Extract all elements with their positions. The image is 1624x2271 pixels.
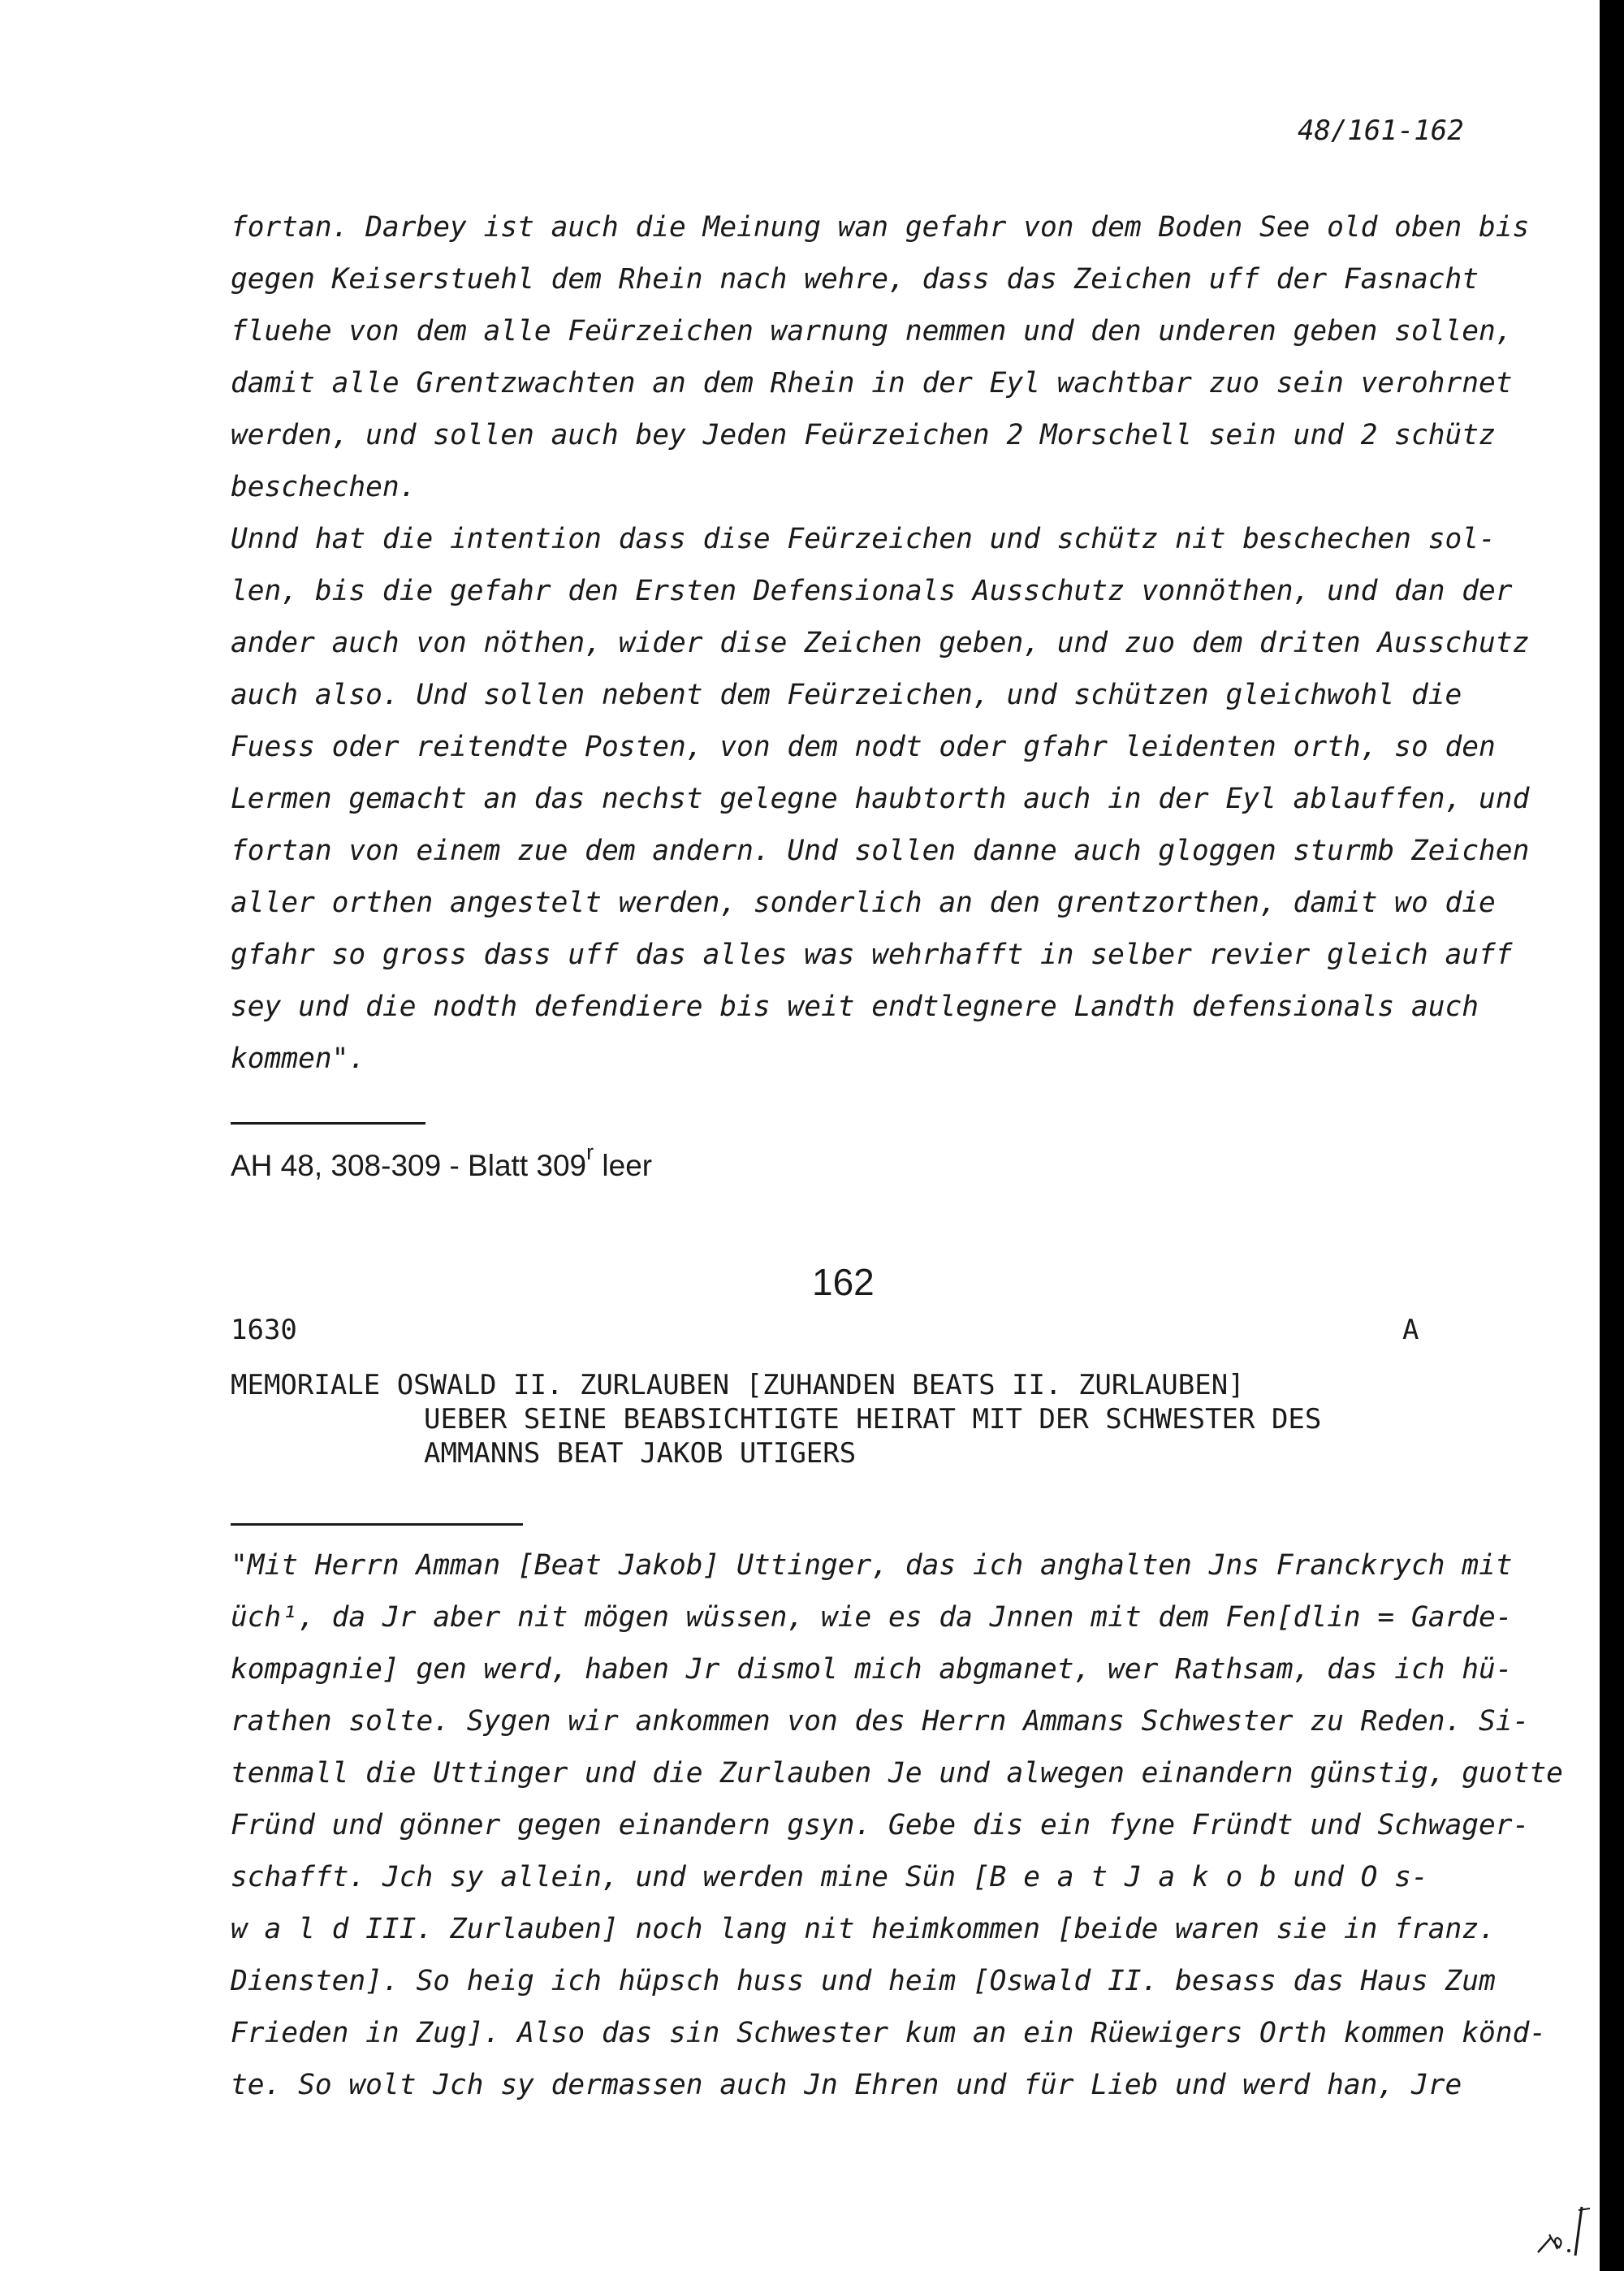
paragraph-continuation xyxy=(231,201,1529,1085)
text-line: Fuess oder reitendte Posten, von dem nodt oder gfahr leidenten orth, so den xyxy=(231,731,1496,763)
text-line: te. So wolt Jch sy dermassen auch Jn Ehren und für Lieb und werd han, Jre xyxy=(231,2069,1462,2101)
source-superscript: r xyxy=(586,1140,594,1164)
text-line: tenmall die Uttinger und die Zurlauben Je und alwegen einandern günstig, guotte xyxy=(231,1757,1563,1790)
footnote-rule xyxy=(231,1122,425,1125)
text-line: sey und die nodth defendiere bis weit endtlegnere Landth defensionals auch xyxy=(231,991,1479,1023)
document-number: 162 xyxy=(812,1261,875,1303)
text-line: üch¹, da Jr aber nit mögen wüssen, wie es da Jnnen mit dem Fen[dlin = Garde- xyxy=(231,1601,1513,1634)
text-line: werden, und sollen auch bey Jeden Feürzeichen 2 Morschell sein und 2 schütz xyxy=(231,419,1496,451)
text-line: Lermen gemacht an das nechst gelegne haubtorth auch in der Eyl ablauffen, und xyxy=(231,783,1530,815)
text-line: beschechen. xyxy=(231,471,417,503)
text-line: rathen solte. Sygen wir ankommen von des Herrn Ammans Schwester zu Reden. Si- xyxy=(231,1705,1530,1738)
source-suffix: leer xyxy=(594,1149,653,1182)
text-line: fortan. Darbey ist auch die Meinung wan gefahr von dem Boden See old oben bis xyxy=(231,211,1530,244)
text-line: gfahr so gross dass uff das alles was wehrhafft in selber revier gleich auff xyxy=(231,939,1513,971)
text-line: auch also. Und sollen nebent dem Feürzeichen, und schützen gleichwohl die xyxy=(231,679,1462,711)
handwritten-signature xyxy=(1533,2202,1598,2259)
text-line: fortan von einem zue dem andern. Und sollen danne auch gloggen sturmb Zeichen xyxy=(231,835,1530,867)
text-line: gegen Keiserstuehl dem Rhein nach wehre, dass das Zeichen uff der Fasnacht xyxy=(231,263,1479,296)
text-line: Unnd hat die intention dass dise Feürzeichen und schütz nit beschechen sol- xyxy=(231,523,1496,555)
text-line: Diensten]. So heig ich hüpsch huss und heim [Oswald II. besass das Haus Zum xyxy=(231,1965,1496,1997)
text-line: len, bis die gefahr den Ersten Defensionals Ausschutz vonnöthen, und dan der xyxy=(231,575,1513,607)
text-line: "Mit Herrn Amman [Beat Jakob] Uttinger, das ich anghalten Jns Franckrych mit xyxy=(231,1549,1513,1582)
text-line: fluehe von dem alle Feürzeichen warnung nemmen und den underen geben sollen, xyxy=(231,315,1513,348)
scan-edge-bar xyxy=(1600,0,1624,2271)
heading-line: MEMORIALE OSWALD II. ZURLAUBEN [ZUHANDEN BEATS II. ZURLAUBEN] xyxy=(231,1369,1245,1401)
memoriale-text xyxy=(231,1539,1563,2111)
section-rule xyxy=(231,1523,523,1526)
text-line: aller orthen angestelt werden, sonderlich an den grentzorthen, damit wo die xyxy=(231,887,1496,919)
document-year: 1630 xyxy=(231,1314,297,1346)
text-line: kommen". xyxy=(231,1043,366,1075)
source-reference xyxy=(231,1140,652,1183)
heading-line: AMMANNS BEAT JAKOB UTIGERS xyxy=(424,1437,857,1470)
source-prefix: AH 48, 308-309 - Blatt 309 xyxy=(231,1149,587,1182)
text-line: w a l d III. Zurlauben] noch lang nit heimkommen [beide waren sie in franz. xyxy=(231,1913,1496,1945)
text-line: Frieden in Zug]. Also das sin Schwester kum an ein Rüewigers Orth kommen könd- xyxy=(231,2017,1547,2049)
page-reference: 48/161-162 xyxy=(1298,114,1464,147)
text-line: schafft. Jch sy allein, und werden mine Sün [B e a t J a k o b und O s- xyxy=(231,1861,1428,1893)
text-line: Fründ und gönner gegen einandern gsyn. Gebe dis ein fyne Fründt und Schwager- xyxy=(231,1809,1530,1841)
text-line: damit alle Grentzwachten an dem Rhein in der Eyl wachtbar zuo sein verohrnet xyxy=(231,367,1513,399)
heading-line: UEBER SEINE BEABSICHTIGTE HEIRAT MIT DER SCHWESTER DES xyxy=(424,1403,1322,1436)
text-line: kompagnie] gen werd, haben Jr dismol mich abgmanet, wer Rathsam, das ich hü- xyxy=(231,1653,1513,1686)
text-line: ander auch von nöthen, wider dise Zeichen geben, und zuo dem driten Ausschutz xyxy=(231,627,1530,659)
document-category: A xyxy=(1402,1314,1419,1346)
